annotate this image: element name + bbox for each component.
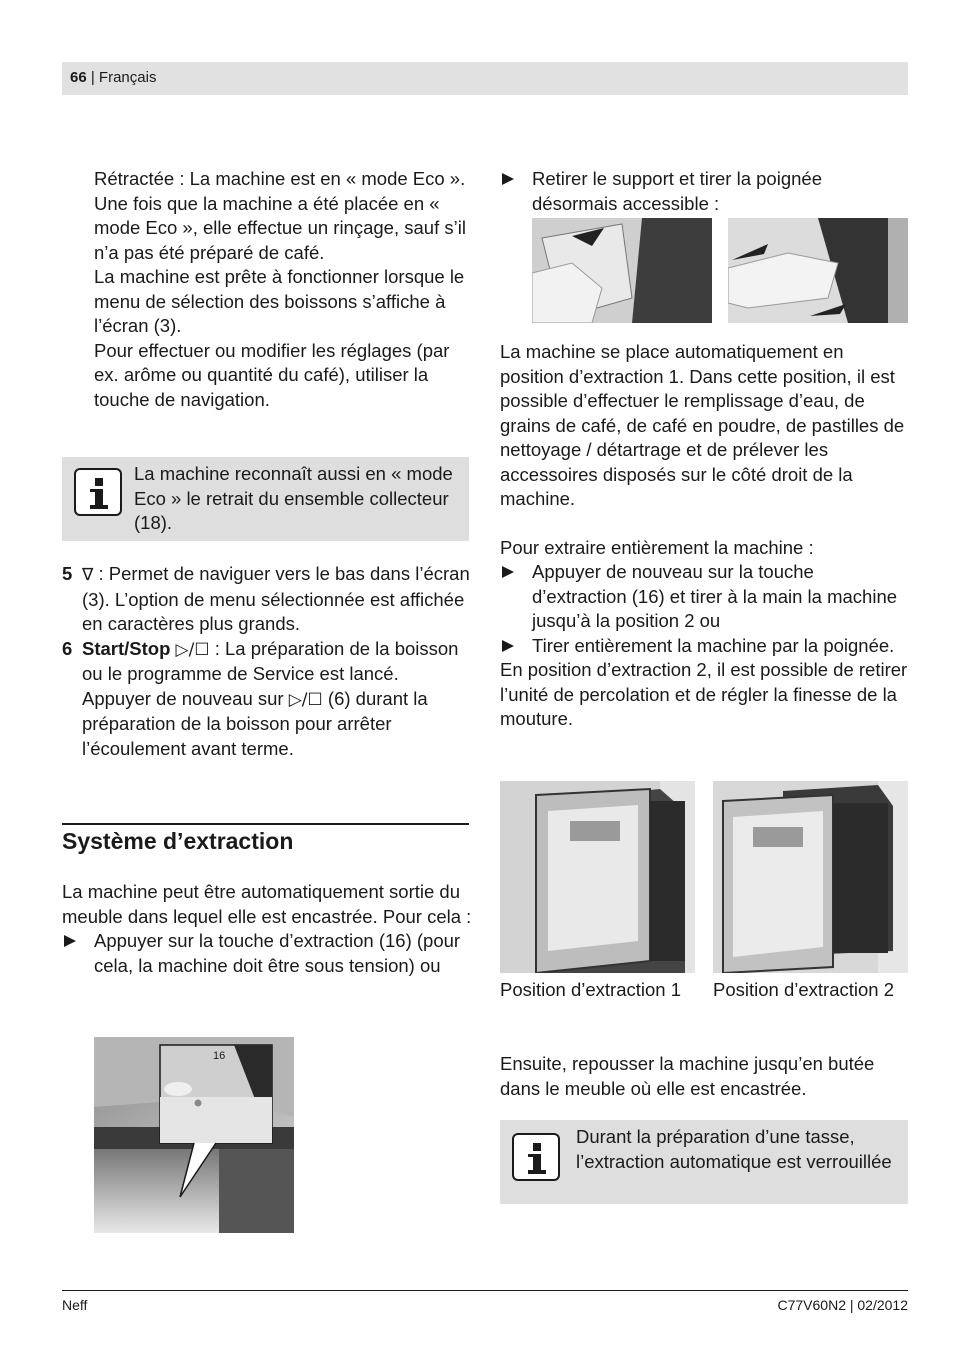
figure-extraction-button-drawing	[94, 1037, 294, 1233]
info-note-text: La machine reconnaît aussi en « mode Eco » le retrait du ensemble collecteur (18).	[134, 463, 453, 533]
caption-position-1: Position d’extraction 1	[500, 979, 681, 1000]
figure-callout: 16	[213, 1050, 226, 1062]
item-5-number: 5	[62, 563, 73, 584]
right-bullet-1-text: Retirer le support et tirer la poignée désormais accessible :	[532, 168, 822, 214]
section-intro: La machine peut être automatiquement sortie du meuble dans lequel elle est encastrée. Pour cela :	[62, 881, 472, 927]
right-bullet-1	[500, 167, 912, 216]
figure-position-1	[500, 781, 695, 973]
right-paragraph-4: Ensuite, repousser la machine jusqu’en butée dans le meuble où elle est encastrée.	[500, 1053, 875, 1099]
figure-pull-handle-drawing	[728, 218, 908, 323]
right-paragraph-3: En position d’extraction 2, il est possible de retirer l’unité de percolation et de régler la finesse de la mouture.	[500, 659, 908, 729]
down-triangle-icon: ∇	[82, 565, 94, 585]
figure-pull-handle	[728, 218, 908, 323]
item-5-text: : Permet de naviguer vers le bas dans l’écran (3). L’option de menu sélectionnée est affichée en caractères plus grands.	[82, 563, 470, 634]
bullet-triangle-icon	[502, 173, 514, 185]
right-body-1	[500, 340, 912, 732]
header-language: Français	[98, 69, 157, 86]
section-body	[62, 880, 472, 978]
info-note-left	[62, 457, 469, 541]
header-separator: |	[86, 69, 99, 86]
intro-paragraph-3: Pour effectuer ou modifier les réglages (par ex. arôme ou quantité du café), utiliser la touche de navigation.	[94, 339, 450, 410]
play-stop-icon: ▷/☐	[288, 689, 323, 710]
left-intro	[62, 167, 472, 412]
item-6-number: 6	[62, 637, 73, 659]
bullet-triangle-icon	[502, 566, 514, 578]
right-bullet-2-text: Appuyer de nouveau sur la touche d’extraction (16) et tirer à la main la machine jusqu’à la position 2 ou	[532, 561, 898, 631]
right-bullet-3-text: Tirer entièrement la machine par la poignée.	[532, 634, 895, 656]
caption-position-2: Position d’extraction 2	[713, 979, 894, 1000]
figure-remove-support	[532, 218, 712, 323]
numbered-items	[62, 562, 472, 761]
figure-position-2-drawing	[713, 781, 908, 973]
bullet-triangle-icon	[64, 935, 76, 947]
info-icon	[74, 468, 122, 516]
item-6-text2-a: Appuyer de nouveau sur	[82, 687, 289, 709]
footer-doc-code: C77V60N2 | 02/2012	[777, 1297, 908, 1313]
right-paragraph-1: La machine se place automatiquement en position d’extraction 1. Dans cette position, il est possible d’effectuer le remplissage d’eau, de grains de café, de café en poudre, de pastilles de nettoyage / détartrage et de prélever les accessoires disposés sur le côté droit de la machine.	[500, 341, 905, 509]
right-bullet-2	[500, 560, 912, 634]
section-title: Système d’extraction	[62, 828, 294, 854]
figure-remove-support-drawing	[532, 218, 712, 323]
info-note-right-text: Durant la préparation d’une tasse, l’extraction automatique est verrouillée	[576, 1126, 892, 1172]
header-text	[70, 69, 156, 86]
item-6	[62, 637, 472, 687]
figure-extraction-button	[94, 1037, 294, 1233]
item-6-continued	[62, 687, 472, 762]
section-rule	[62, 823, 469, 825]
figure-position-1-drawing	[500, 781, 695, 973]
bullet-triangle-icon	[502, 640, 514, 652]
figure-position-2	[713, 781, 908, 973]
right-paragraph-2: Pour extraire entièrement la machine :	[500, 536, 814, 558]
info-note-right	[500, 1120, 908, 1204]
page-number: 66	[70, 69, 87, 86]
section-bullet	[62, 929, 472, 978]
page-header	[62, 62, 908, 95]
intro-paragraph-1: Rétractée : La machine est en « mode Eco ». Une fois que la machine a été placée en « mode Eco », elle effectue un rinçage, sauf s’il n’a pas été préparé de café.	[94, 168, 466, 263]
intro-paragraph-2: La machine est prête à fonctionner lorsque le menu de sélection des boissons s’affiche à l’écran (3).	[94, 266, 465, 336]
item-6-label: Start/Stop	[82, 637, 171, 659]
item-6-text: : La préparation de la boisson ou le programme de Service est lancé.	[82, 637, 459, 684]
right-bullet-3	[500, 634, 912, 659]
item-5	[62, 562, 472, 637]
play-stop-icon: ▷/☐	[175, 639, 210, 660]
footer-rule	[62, 1290, 908, 1291]
footer-brand: Neff	[62, 1297, 88, 1313]
section-bullet-text: Appuyer sur la touche d’extraction (16) (pour cela, la machine doit être sous tension) ou	[94, 930, 461, 976]
info-icon	[512, 1133, 560, 1181]
item-6-text2-b: (6) durant la préparation de la boisson pour arrêter l’écoulement avant terme.	[82, 687, 428, 759]
